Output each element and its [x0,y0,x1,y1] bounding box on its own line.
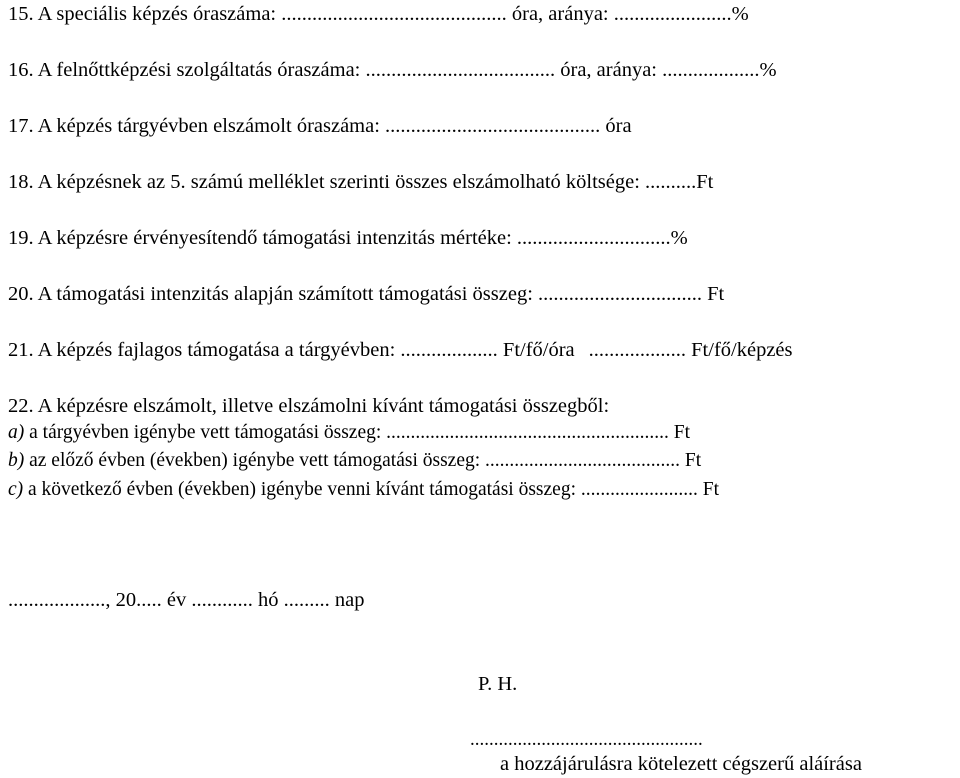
item-text: a tárgyévben igénybe vett támogatási összeg: .......................................................... Ft [24,422,691,443]
line-22-aid-breakdown-heading: 22. A képzésre elszámolt, illetve elszámolni kívánt támogatási összegből: [8,395,610,417]
line-18-eligible-costs: 18. A képzésnek az 5. számú melléklet szerinti összes elszámolható költsége: ..........Ft [8,171,714,193]
line-22c-next-years [8,478,719,502]
line-21-specific-aid [8,338,793,362]
item-text: az előző évben (években) igénybe vett támogatási összeg: ........................................ Ft [24,450,702,471]
line-22b-previous-years [8,449,701,473]
line-22a-current-year [8,421,690,445]
signature-dotted-line: ................................................. [470,729,703,750]
line-15-special-training-hours: 15. A speciális képzés óraszáma: ............................................ óra, aránya: .......................% [8,3,749,25]
stamp-placeholder: P. H. [478,673,518,695]
line-20-aid-amount: 20. A támogatási intenzitás alapján számított támogatási összeg: ................................ Ft [8,283,725,305]
item-letter: c) [8,479,24,500]
line-21-per-hour: 21. A képzés fajlagos támogatása a tárgyévben: ................... Ft/fő/óra [8,339,575,361]
line-17-accounted-hours: 17. A képzés tárgyévben elszámolt óraszáma: .......................................... óra [8,115,632,137]
line-19-aid-intensity: 19. A képzésre érvényesítendő támogatási intenzitás mértéke: ..............................% [8,227,688,249]
signature-label: a hozzájárulásra kötelezett cégszerű aláírása [500,753,862,775]
date-line: ..................., 20..... év ............ hó ......... nap [8,589,365,611]
item-text: a következő évben (években) igénybe venni kívánt támogatási összeg: ........................ Ft [23,479,720,500]
line-16-adult-education-hours: 16. A felnőttképzési szolgáltatás óraszáma: ..................................... óra, aránya: ...................% [8,59,777,81]
item-letter: b) [8,450,25,471]
item-letter: a) [8,422,25,443]
line-21-per-training: ................... Ft/fő/képzés [588,339,793,361]
